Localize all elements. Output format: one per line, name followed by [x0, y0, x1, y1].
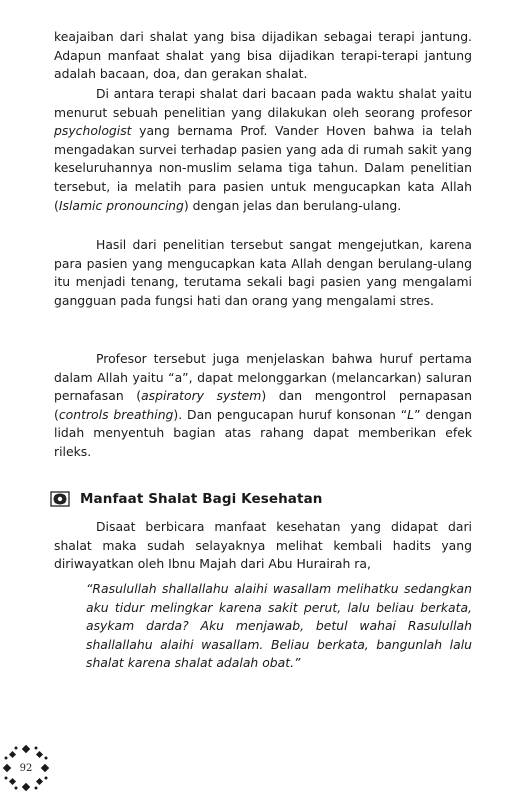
paragraph-intro: keajaiban dari shalat yang bisa dijadikan sebagai terapi jantung. Adapun manfaat shalat yang bisa dijadikan terapi-terapi jantung adalah bacaan, doa, dan gerakan shalat. [54, 29, 472, 82]
paragraph-results: Hasil dari penelitian tersebut sangat mengejutkan, karena para pasien yang mengucapkan kata Allah dengan berulang-ulang itu menjadi tenang, terutama sekali bagi pasien yang mengalami gangguan pada fungsi hati dan orang yang mengalami stres. [54, 237, 472, 308]
paragraph-hadith-intro: Disaat berbicara manfaat kesehatan yang didapat dari shalat maka sudah selayaknya melihat kembali hadits yang diriwayatkan oleh Ibnu Majah dari Abu Hurairah ra, [54, 519, 472, 572]
paragraph-professor: Profesor tersebut juga menjelaskan bahwa huruf pertama dalam Allah yaitu “a”, dapat melonggarkan (melancarkan) saluran pernafasan (aspiratory system) dan mengontrol pernapasan (controls breathing). Dan pengucapan huruf konsonan “L” dengan lidah menyentuh bagian atas rahang dapat memberikan efek rileks. [54, 351, 472, 459]
section-heading-text: Manfaat Shalat Bagi Kesehatan [80, 491, 323, 507]
paragraph-research: Di antara terapi shalat dari bacaan pada waktu shalat yaitu menurut sebuah penelitian yang dilakukan oleh seorang profesor psychologist yang bernama Prof. Vander Hoven bahwa ia telah mengadakan survei terhadap pasien yang ada di rumah sakit yang keseluruhannya non-muslim selama tiga tahun. Dalam penelitian tersebut, ia melatih para pasien untuk mengucapkan kata Allah (Islamic pronouncing) dengan jelas dan berulang-ulang. [54, 86, 472, 213]
hadith-quote: “Rasulullah shallallahu alaihi wasallam melihatku sedangkan aku tidur melingkar karena sakit perut, lalu beliau berkata, asykam darda? Aku menjawab, betul wahai Rasulullah shallallahu alaihi wasallam. Beliau berkata, bangunlah lalu shalat karena shalat adalah obat.” [86, 581, 472, 671]
page-number-ornament [2, 744, 50, 792]
ornament-icon [50, 491, 70, 507]
page-number: 92 [19, 762, 33, 774]
section-heading [50, 488, 480, 510]
